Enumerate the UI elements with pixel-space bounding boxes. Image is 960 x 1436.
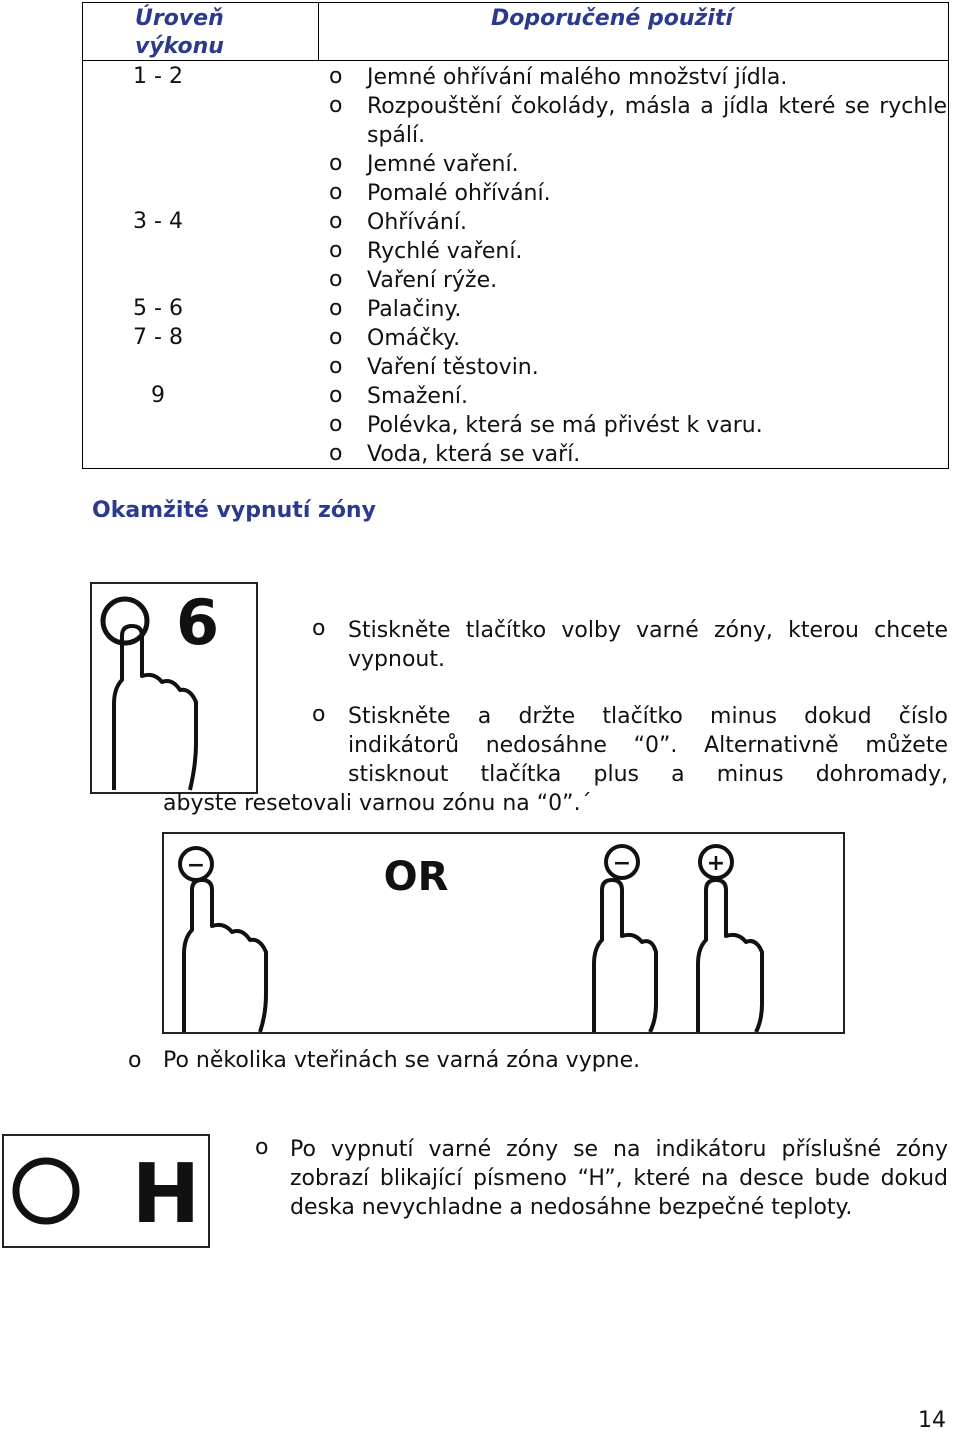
- use-item: Vaření těstovin.: [367, 355, 539, 380]
- level-cell: 9: [151, 383, 165, 408]
- step-hold-minus-line4: abyste resetovali varnou zónu na “0”.´: [163, 791, 592, 816]
- svg-text:6: 6: [176, 586, 220, 659]
- residual-heat-display-icon: [4, 1136, 208, 1246]
- section-title: Okamžité vypnutí zóny: [92, 498, 376, 523]
- bullet: o: [329, 267, 343, 292]
- use-item: Omáčky.: [367, 326, 461, 351]
- residual-heat-figure: [2, 1134, 210, 1248]
- header-recommended-use: Doporučené použití: [491, 6, 733, 31]
- step-zone-off: Po několika vteřinách se varná zóna vypne.: [163, 1048, 641, 1073]
- zone-select-figure: [90, 582, 258, 794]
- bullet: o: [312, 616, 326, 641]
- bullet: o: [329, 238, 343, 263]
- bullet: o: [329, 383, 343, 408]
- level-cell: 1 - 2: [133, 64, 183, 89]
- bullet: o: [329, 180, 343, 205]
- bullet: o: [255, 1135, 269, 1160]
- bullet: o: [329, 209, 343, 234]
- svg-text:−: −: [612, 851, 632, 876]
- use-item: Vaření rýže.: [367, 268, 498, 293]
- svg-text:+: +: [706, 851, 726, 876]
- step-hold-minus-line1: Stiskněte a držte tlačítko minus dokud číslo: [348, 704, 948, 729]
- step-hold-minus-line3: stisknout tlačítka plus a minus dohromady,: [348, 762, 948, 787]
- bullet: o: [312, 702, 326, 727]
- bullet: o: [329, 412, 343, 437]
- bullet: o: [329, 151, 343, 176]
- bullet: o: [329, 441, 343, 466]
- power-level-table: [82, 2, 949, 469]
- step-residual-heat: Po vypnutí varné zóny se na indikátoru příslušné zóny zobrazí blikající písmeno “H”, které na desce bude dokud deska nevychladne a nedosáhne bezpečné teploty.: [290, 1137, 948, 1220]
- use-item: Rozpouštění čokolády, másla a jídla které se rychle spálí.: [367, 94, 947, 148]
- finger-press-zone-icon: [92, 584, 256, 792]
- level-cell: 5 - 6: [133, 296, 183, 321]
- use-item: Jemné vaření.: [367, 152, 519, 177]
- svg-text:H: H: [131, 1147, 201, 1242]
- page-number: 14: [918, 1408, 946, 1433]
- bullet: o: [329, 64, 343, 89]
- header-level: Úroveň výkonu: [135, 6, 224, 59]
- use-item: Palačiny.: [367, 297, 462, 322]
- svg-text:OR: OR: [383, 854, 449, 900]
- use-item: Rychlé vaření.: [367, 239, 523, 264]
- step-select-zone: Stiskněte tlačítko volby varné zóny, kterou chcete vypnout.: [348, 618, 948, 672]
- use-item: Voda, která se vaří.: [367, 442, 581, 467]
- level-cell: 3 - 4: [133, 209, 183, 234]
- use-item: Polévka, která se má přivést k varu.: [367, 413, 763, 438]
- bullet: o: [329, 354, 343, 379]
- minus-or-plus-minus-figure: [162, 832, 845, 1034]
- column-divider: [318, 3, 319, 60]
- use-item: Jemné ohřívání malého množství jídla.: [367, 65, 788, 90]
- bullet: o: [329, 93, 343, 118]
- step-hold-minus-line2: indikátorů nedosáhne “0”. Alternativně můžete: [348, 733, 948, 758]
- finger-press-buttons-icon: [164, 834, 843, 1032]
- use-item: Smažení.: [367, 384, 469, 409]
- bullet: o: [329, 296, 343, 321]
- level-cell: 7 - 8: [133, 325, 183, 350]
- bullet: o: [329, 325, 343, 350]
- svg-text:−: −: [186, 853, 206, 878]
- use-item: Pomalé ohřívání.: [367, 181, 551, 206]
- use-item: Ohřívání.: [367, 210, 467, 235]
- bullet: o: [128, 1048, 142, 1073]
